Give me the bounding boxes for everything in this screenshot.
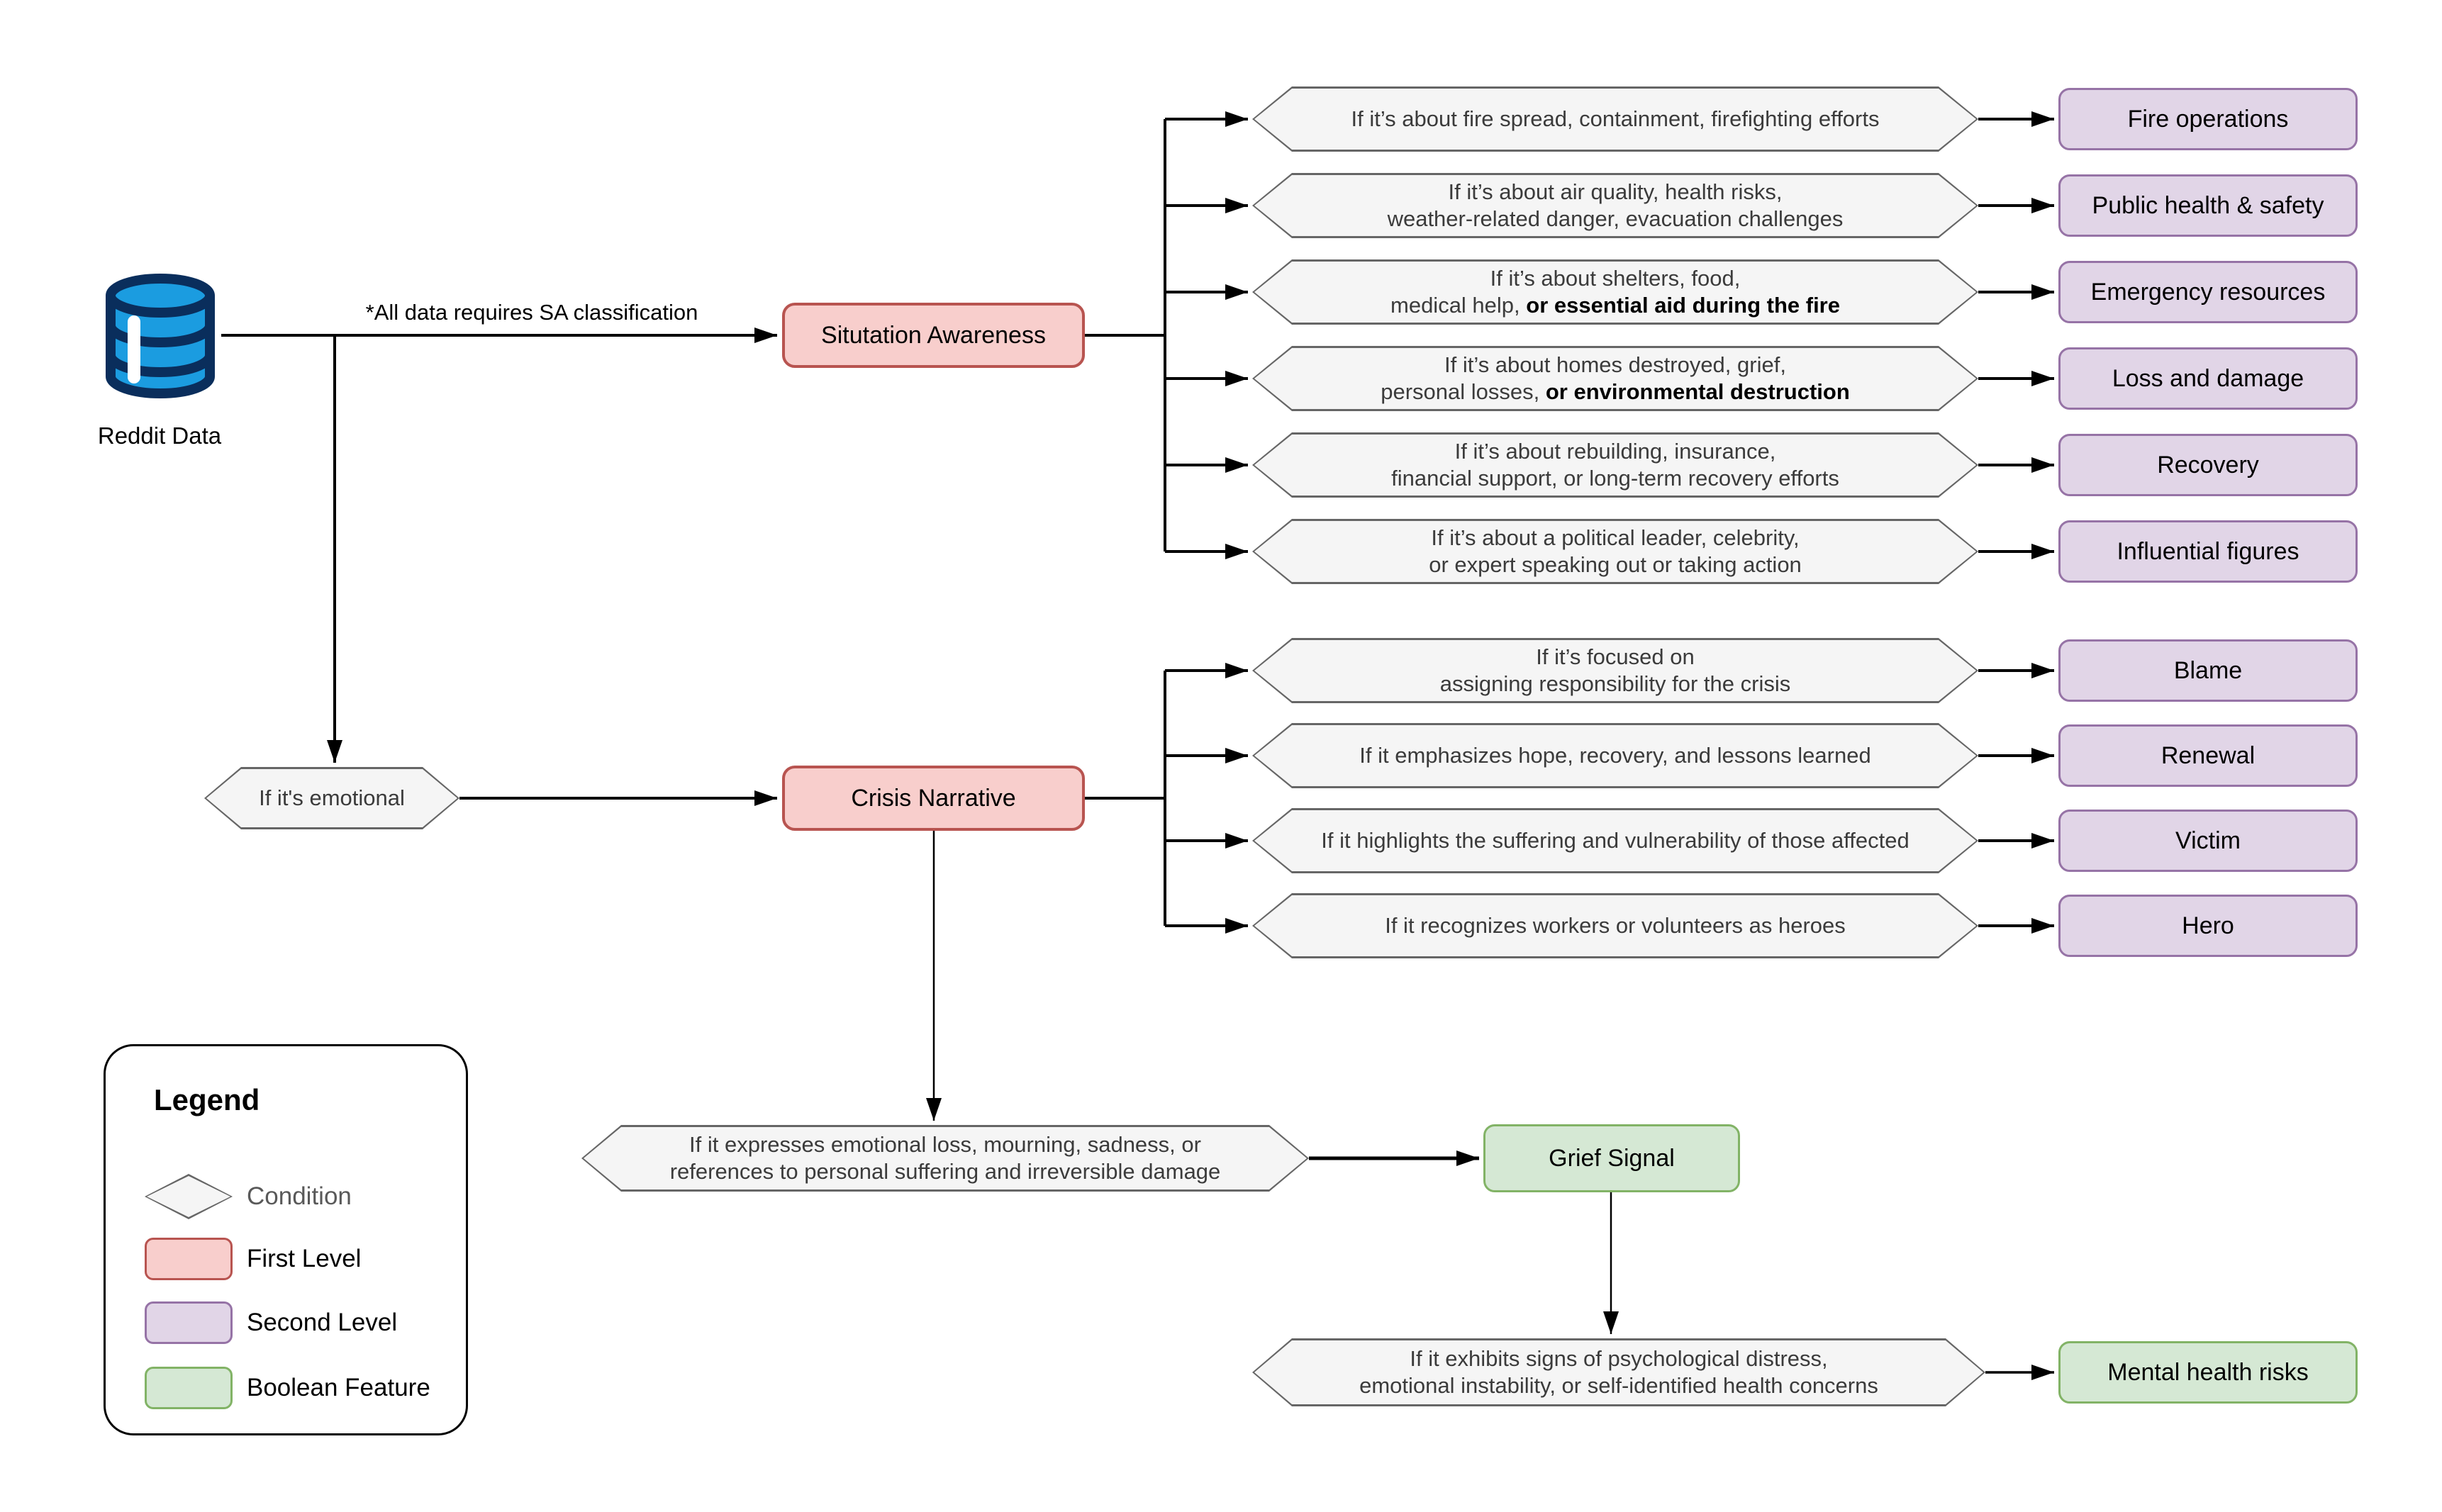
result-node-victim: Victim	[2058, 810, 2358, 872]
result-node-influential-figures: Influential figures	[2058, 520, 2358, 583]
condition-swatch-icon	[145, 1174, 233, 1219]
first-level-swatch-icon	[145, 1238, 233, 1280]
condition-hexagon-influential-figures: If it’s about a political leader, celebrity, or expert speaking out or taking action	[1252, 519, 1978, 584]
result-node-fire-operations: Fire operations	[2058, 88, 2358, 150]
result-node-loss-and-damage: Loss and damage	[2058, 347, 2358, 410]
boolean-feature-swatch-icon	[145, 1367, 233, 1409]
crisis-narrative-label: Crisis Narrative	[851, 784, 1016, 812]
result-node-blame: Blame	[2058, 639, 2358, 702]
database-icon	[99, 271, 221, 402]
situation-awareness-node	[782, 303, 1085, 368]
emotional-condition-text: If it's emotional	[259, 785, 405, 810]
result-node-recovery: Recovery	[2058, 434, 2358, 496]
legend-title: Legend	[154, 1083, 260, 1116]
legend-box	[104, 1044, 468, 1435]
condition-hexagon-public-health: If it’s about air quality, health risks, weather-related danger, evacuation challenges	[1252, 173, 1978, 238]
condition-hexagon-renewal: If it emphasizes hope, recovery, and lessons learned	[1252, 723, 1978, 788]
result-node-public-health-safety: Public health & safety	[2058, 174, 2358, 237]
result-node-emergency-resources: Emergency resources	[2058, 261, 2358, 323]
condition-hexagon-emergency-resources: If it’s about shelters, food, medical help, or essential aid during the fire	[1252, 259, 1978, 325]
result-node-renewal: Renewal	[2058, 724, 2358, 787]
condition-hexagon-fire-operations: If it’s about fire spread, containment, firefighting efforts	[1252, 86, 1978, 152]
legend-label-condition: Condition	[247, 1182, 352, 1210]
condition-hexagon-hero: If it recognizes workers or volunteers as heroes	[1252, 893, 1978, 958]
mental-health-risks-node: Mental health risks	[2058, 1341, 2358, 1404]
condition-hexagon-loss-damage: If it’s about homes destroyed, grief, personal losses, or environmental destruction	[1252, 346, 1978, 411]
emotional-condition-hexagon	[204, 767, 459, 829]
reddit-data-label: Reddit Data	[97, 422, 222, 449]
crisis-narrative-node	[782, 766, 1085, 831]
grief-signal-node: Grief Signal	[1483, 1124, 1740, 1192]
condition-hexagon-victim: If it highlights the suffering and vulnerability of those affected	[1252, 808, 1978, 873]
legend-label-first-level: First Level	[247, 1245, 362, 1272]
result-node-hero: Hero	[2058, 895, 2358, 957]
legend-label-boolean-feature: Boolean Feature	[247, 1374, 430, 1401]
condition-hexagon-mental-health: If it exhibits signs of psychological distress, emotional instability, or self-identified health concerns	[1252, 1338, 1985, 1406]
legend-label-second-level: Second Level	[247, 1309, 398, 1336]
condition-hexagon-blame: If it’s focused on assigning responsibility for the crisis	[1252, 638, 1978, 703]
situation-awareness-label: Situtation Awareness	[821, 321, 1046, 349]
condition-hexagon-recovery: If it’s about rebuilding, insurance, financial support, or long-term recovery efforts	[1252, 432, 1978, 498]
condition-hexagon-grief-signal: If it expresses emotional loss, mourning, sadness, or references to personal suffering and irreversible damage	[581, 1125, 1309, 1192]
sa-classification-note: *All data requires SA classification	[365, 300, 698, 325]
second-level-swatch-icon	[145, 1301, 233, 1344]
